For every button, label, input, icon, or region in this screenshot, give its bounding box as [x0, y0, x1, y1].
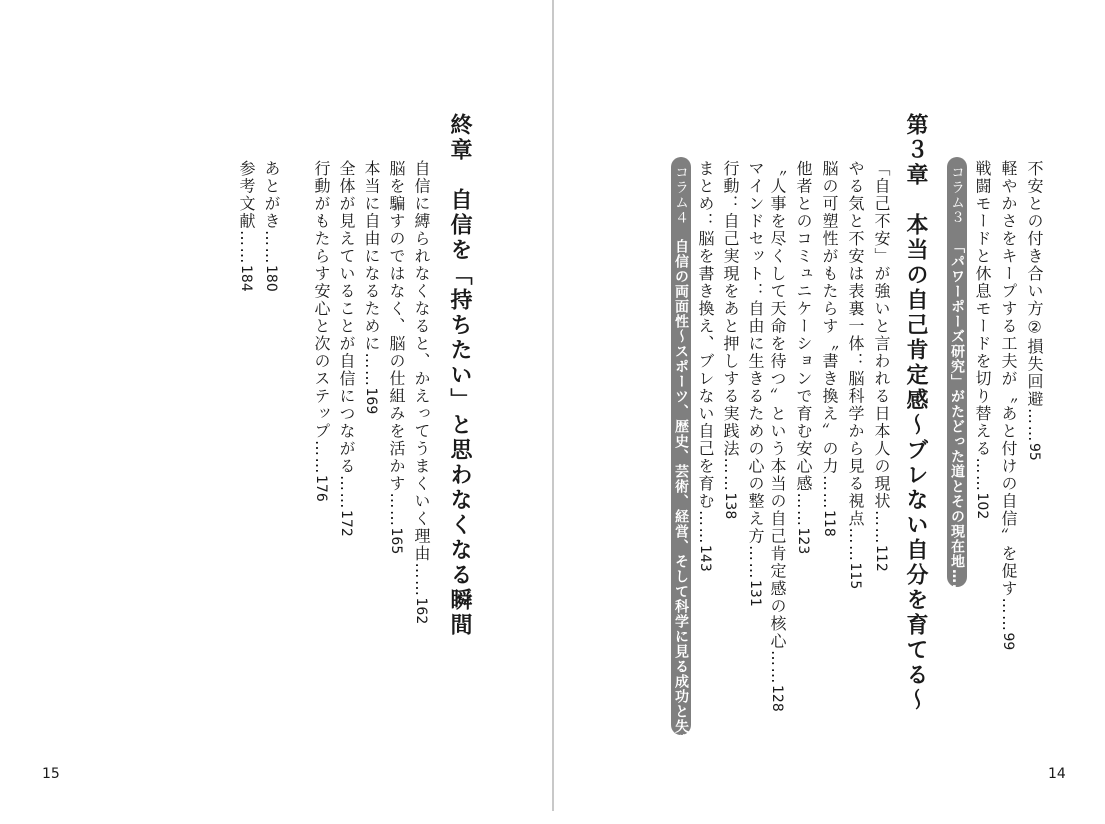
toc-entry: [847, 160, 863, 589]
toc-entry-text: 不安との付き合い方②損失回避……: [1025, 160, 1044, 443]
toc-entry-text: やる気と不安は表裏一体：脳科学から見る視点……: [846, 160, 865, 563]
toc-entry-text: 自信に縛られなくなると、かえってうまくいく理由……: [412, 160, 431, 598]
toc-entry: [413, 160, 429, 624]
page-number-left: 15: [42, 766, 60, 782]
toc-page-number: 184: [238, 265, 254, 292]
toc-entry-text: 他者とのコミュニケーションで育む安心感……: [794, 160, 813, 528]
toc-entry-text: 脳の可塑性がもたらす〝書き換え〟の力……: [820, 160, 839, 510]
toc-entry: [1000, 160, 1016, 650]
toc-entry-references: [238, 160, 254, 292]
toc-entry-text: あとがき……: [262, 160, 281, 265]
toc-entry-text: マインドセット：自由に生きるための心の整え方……: [746, 160, 765, 580]
toc-page-number: 131: [747, 580, 763, 607]
toc-page-number: 128: [769, 685, 785, 712]
toc-page-number: 118: [821, 510, 837, 537]
toc-entry: [697, 160, 713, 572]
chapter-3-heading: [904, 113, 926, 713]
toc-entry: [795, 160, 811, 554]
toc-page-number: 102: [974, 492, 990, 520]
toc-entry: [873, 160, 889, 572]
toc-page-number: 162: [413, 597, 429, 625]
toc-page-number: 95: [1026, 443, 1042, 461]
toc-entry: [722, 160, 738, 519]
toc-entry: [1026, 160, 1042, 461]
toc-entry: [974, 160, 990, 519]
toc-page-number: 165: [388, 527, 404, 555]
toc-entry-text: 本当に自由になるために……: [362, 160, 381, 388]
toc-entry: [338, 160, 354, 537]
toc-entry-text: 脳を騙すのではなく、脳の仕組みを活かす……: [387, 160, 406, 528]
toc-page-number: 112: [873, 545, 889, 572]
toc-entry: [388, 160, 404, 554]
toc-page-number: 106: [949, 599, 965, 629]
toc-page-number: 115: [847, 562, 863, 590]
toc-page-number: 99: [1000, 632, 1016, 651]
chapter-title: 第３章 本当の自己肯定感～ブレない自分を育てる～: [903, 113, 928, 713]
toc-entry-text: 軽やかさをキープする工夫が〝あと付けの自信〟を促す……: [999, 160, 1018, 633]
toc-page-number: 180: [263, 265, 279, 292]
toc-page-number: 138: [722, 492, 738, 520]
toc-entry-text: 参考文献……: [237, 160, 256, 265]
toc-entry: [769, 160, 785, 712]
toc-entry-text: 行動がもたらす安心と次のステップ……: [312, 160, 331, 475]
final-chapter-heading: [448, 113, 470, 638]
toc-page-number: 146: [673, 794, 689, 824]
toc-entry-text: 「自己不安」が強いと言われる日本人の現状……: [872, 160, 891, 545]
column-title: 「パワーポーズ研究」がたどった道とその現在地……: [949, 239, 965, 599]
toc-page-number: 123: [795, 527, 811, 555]
toc-entry: [363, 160, 379, 414]
toc-page-number: 143: [697, 545, 713, 572]
column-4-bar: [671, 157, 691, 824]
toc-entry-text: 全体が見えていることが自信につながる……: [337, 160, 356, 510]
column-3-bar: [947, 157, 967, 629]
toc-entry-afterword: [263, 160, 279, 292]
toc-entry: [821, 160, 837, 537]
toc-entry-text: 戦闘モードと休息モードを切り替える……: [973, 160, 992, 493]
toc-entry-text: 〝人事を尽くして天命を待つ〟という本当の自己肯定感の核心……: [768, 160, 787, 685]
column-label: コラム４: [673, 165, 689, 225]
toc-entry-text: まとめ：脳を書き換え、ブレない自己を育む……: [696, 160, 715, 545]
toc-entry: [313, 160, 329, 502]
chapter-title: 終章 自信を「持ちたい」と思わなくなる瞬間: [447, 113, 472, 638]
column-label: コラム３: [949, 165, 965, 225]
page-number-right: 14: [1048, 766, 1066, 782]
toc-page-number: 169: [363, 387, 379, 415]
toc-entry-text: 行動：自己実現をあと押しする実践法……: [721, 160, 740, 493]
toc-entry: [747, 160, 763, 607]
column-title: 自信の両面性～スポーツ、歴史、芸術、経営、そして科学に見る成功と失敗～……: [673, 239, 689, 794]
toc-page-number: 172: [338, 510, 354, 537]
toc-page-number: 176: [313, 475, 329, 502]
page-gutter: [552, 0, 554, 811]
